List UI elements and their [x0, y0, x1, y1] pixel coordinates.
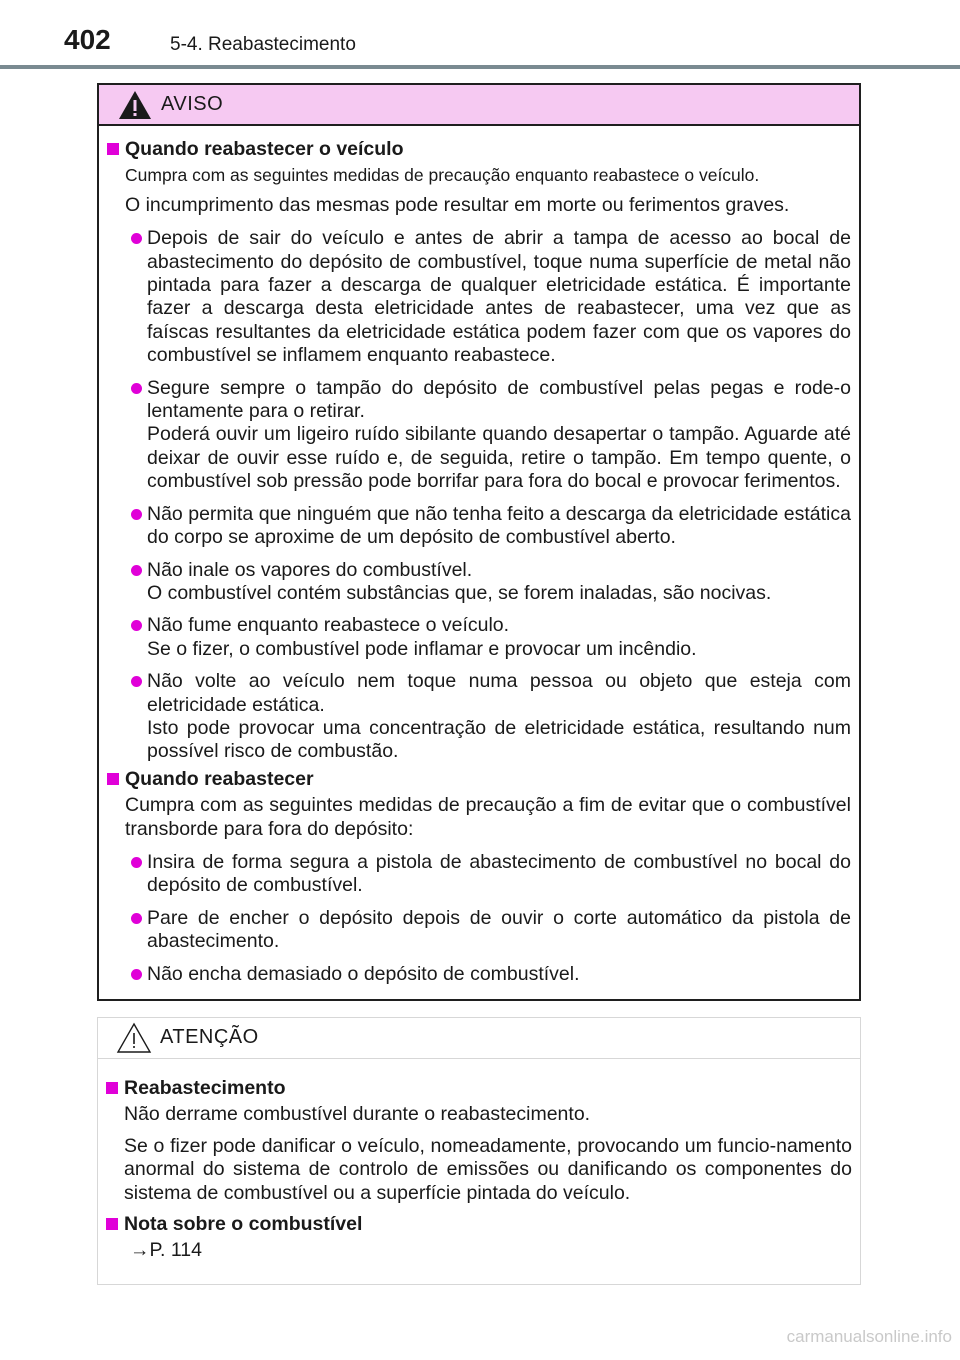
round-bullet-icon — [131, 509, 142, 520]
round-bullet-icon — [131, 233, 142, 244]
list-item — [131, 503, 851, 550]
round-bullet-icon — [131, 913, 142, 924]
warning-body — [99, 126, 859, 986]
body-text: Não derrame combustível durante o reabastecimento. — [124, 1103, 591, 1126]
item-text: Depois de sair do veículo e antes de abrir a tampa de acesso ao bocal de abastecimento do depósito de combustível, toque numa superfície de metal não pintada para fazer a descarga de qualquer eletricidade estática. É importante fazer a descarga desta eletricidade antes de reabastecer, uma vez que as faíscas resultantes da eletricidade estática podem fazer com que os vapores do combustível se inflamem enquanto reabastece. — [147, 227, 851, 367]
list-item — [131, 377, 851, 494]
square-bullet-icon — [107, 143, 119, 155]
caution-label: ATENÇÃO — [160, 1026, 259, 1048]
section-heading — [106, 1213, 852, 1236]
warning-header — [99, 85, 859, 126]
item-text: Segure sempre o tampão do depósito de combustível pelas pegas e rode-o lentamente para o retirar. — [147, 376, 851, 423]
page-reference-link[interactable]: →P. 114 — [130, 1239, 202, 1262]
item-text: Se o fizer, o combustível pode inflamar e provocar um incêndio. — [147, 637, 697, 660]
heading-text: Quando reabastecer — [125, 767, 314, 790]
round-bullet-icon — [131, 565, 142, 576]
item-text: Não encha demasiado o depósito de combustível. — [147, 962, 580, 985]
list-item — [131, 227, 851, 367]
item-text: Não inale os vapores do combustível. — [147, 558, 473, 581]
square-bullet-icon — [106, 1218, 118, 1230]
item-text: Poderá ouvir um ligeiro ruído sibilante quando desapertar o tampão. Aguarde até deixar de ouvir esse ruído e, de seguida, retire o tampão. Em tempo quente, o combustível sob pressão pode borrifar para fora do bocal e provocar ferimentos. — [147, 423, 851, 493]
round-bullet-icon — [131, 620, 142, 631]
item-text: Isto pode provocar uma concentração de eletricidade estática, resultando num possível risco de combustão. — [147, 716, 851, 763]
caution-header — [98, 1018, 860, 1059]
list-item — [131, 670, 851, 764]
item-text: Não permita que ninguém que não tenha feito a descarga da eletricidade estática do corpo se aproxime de um depósito de combustível aberto. — [147, 502, 851, 549]
section-title: 5-4. Reabastecimento — [170, 34, 356, 55]
warning-box — [97, 83, 861, 1001]
item-text: Não fume enquanto reabastece o veículo. — [147, 614, 510, 637]
square-bullet-icon — [107, 773, 119, 785]
heading-text: Nota sobre o combustível — [124, 1213, 363, 1236]
heading-text: Reabastecimento — [124, 1077, 286, 1099]
warning-triangle-icon — [117, 89, 153, 121]
round-bullet-icon — [131, 383, 142, 394]
round-bullet-icon — [131, 969, 142, 980]
header-rule — [0, 65, 960, 69]
item-text: O combustível contém substâncias que, se forem inaladas, são nocivas. — [147, 581, 772, 604]
item-text: Insira de forma segura a pistola de abastecimento de combustível no bocal do depósito de combustível. — [147, 850, 851, 897]
page-number: 402 — [64, 24, 111, 55]
round-bullet-icon — [131, 676, 142, 687]
list-item — [131, 851, 851, 898]
caution-triangle-icon — [116, 1022, 152, 1054]
caution-body — [98, 1059, 860, 1263]
intro-text: Cumpra com as seguintes medidas de precaução a fim de evitar que o combustível transborde para fora do depósito: — [125, 794, 851, 840]
caution-box — [97, 1017, 861, 1285]
item-text: Não volte ao veículo nem toque numa pessoa ou objeto que esteja com eletricidade estática. — [147, 670, 851, 716]
intro-text: O incumprimento das mesmas pode resultar em morte ou ferimentos graves. — [125, 193, 790, 216]
body-text: Se o fizer pode danificar o veículo, nomeadamente, provocando um funcio-namento anormal do sistema de controlo de emissões ou danificando os componentes do sistema de combustível ou a superfície pintada do veículo. — [124, 1134, 852, 1204]
watermark: carmanualsonline.info — [786, 1327, 952, 1346]
list-item — [131, 907, 851, 954]
round-bullet-icon — [131, 857, 142, 868]
item-text: Pare de encher o depósito depois de ouvir o corte automático da pistola de abastecimento. — [147, 906, 851, 953]
square-bullet-icon — [106, 1082, 118, 1094]
intro-text: Cumpra com as seguintes medidas de precaução enquanto reabastece o veículo. — [125, 165, 760, 186]
warning-label: AVISO — [161, 93, 224, 115]
list-item — [131, 963, 851, 986]
list-item — [131, 614, 851, 661]
section-heading — [106, 1077, 852, 1100]
heading-text: Quando reabastecer o veículo — [125, 138, 404, 160]
section-heading — [107, 138, 851, 161]
list-item — [131, 559, 851, 606]
section-heading — [107, 768, 851, 791]
